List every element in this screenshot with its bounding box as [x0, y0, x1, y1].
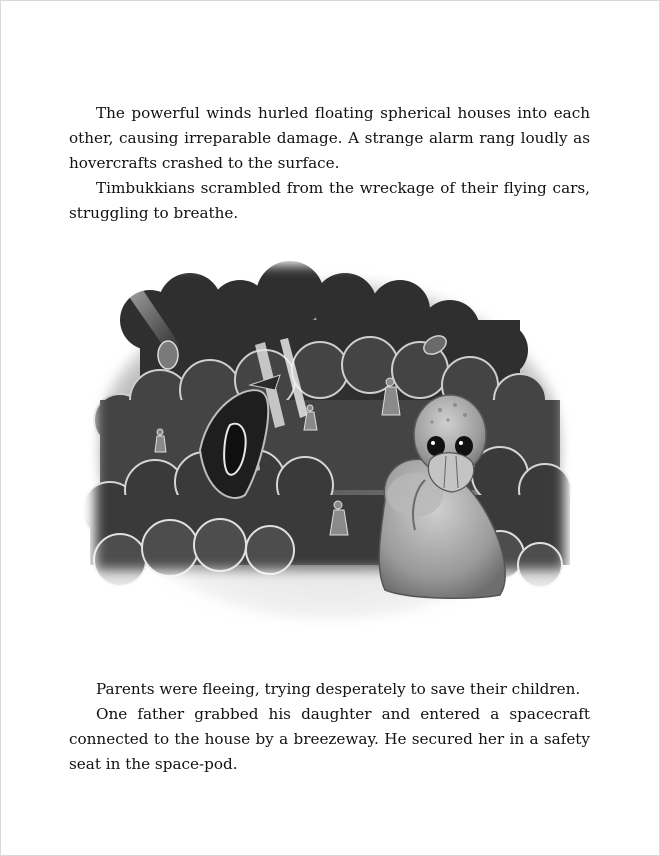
paragraph: Timbukkians scrambled from the wreckage of their flying cars, struggling to breathe.	[69, 179, 590, 222]
story-text-bottom	[69, 677, 590, 777]
storm-illustration	[80, 250, 580, 640]
paragraph: The powerful winds hurled floating spherical houses into each other, causing irreparable damage. A strange alarm rang loudly as hovercrafts crashed to the surface.	[69, 104, 590, 172]
falling-rock	[158, 341, 178, 369]
paragraph: One father grabbed his daughter and entered a spacecraft connected to the house by a breezeway. He secured her in a safety seat in the space-pod.	[69, 705, 590, 773]
paragraph: Parents were fleeing, trying desperately to save their children.	[96, 680, 581, 698]
story-text-top	[69, 101, 590, 226]
storm-crash-illustration-icon	[80, 250, 580, 640]
